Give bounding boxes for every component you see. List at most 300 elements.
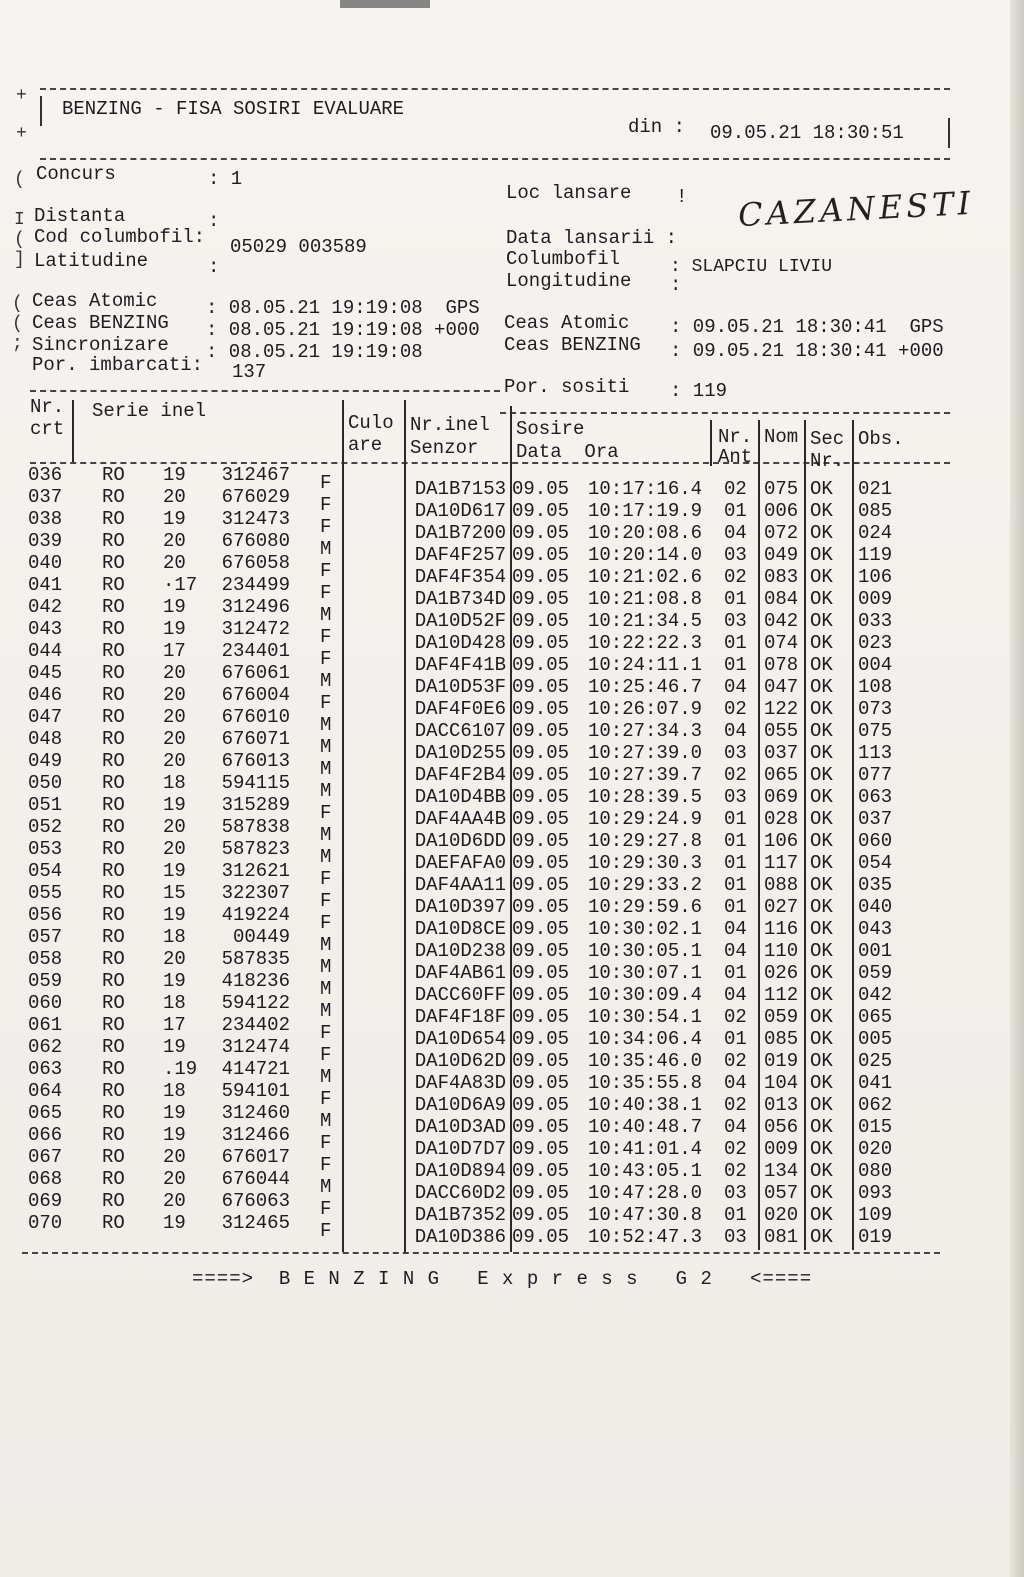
cell-nom: 088 bbox=[764, 874, 799, 896]
cell-sex: M bbox=[320, 670, 332, 692]
cell-sosire-data: 09.05 bbox=[512, 1006, 570, 1028]
cell-sosire-data: 09.05 bbox=[512, 808, 570, 830]
cell-serie-tara: RO bbox=[102, 750, 125, 772]
distanta-value: : bbox=[208, 210, 220, 232]
cell-sec-nr: OK bbox=[810, 962, 833, 984]
cell-obs: 025 bbox=[858, 1050, 893, 1072]
cell-serie-tara: RO bbox=[102, 948, 125, 970]
cell-serie-an: 20 bbox=[163, 706, 186, 728]
cell-sosire-ora: 10:41:01.4 bbox=[588, 1138, 703, 1160]
cell-serie-numar: 418236 bbox=[221, 970, 290, 992]
cell-sex: F bbox=[320, 802, 332, 824]
cell-sex: M bbox=[320, 604, 332, 626]
cell-serie-an: 20 bbox=[163, 1190, 186, 1212]
cell-sosire-data: 09.05 bbox=[512, 544, 570, 566]
cell-serie-tara: RO bbox=[102, 1146, 125, 1168]
por-imbarcati-value: 137 bbox=[232, 361, 267, 383]
cell-sosire-data: 09.05 bbox=[512, 522, 570, 544]
cell-serie-an: 20 bbox=[163, 948, 186, 970]
th-nr-ant-2: Ant bbox=[718, 446, 753, 468]
cell-sec-nr: OK bbox=[810, 874, 833, 896]
cell-nr-ant: 01 bbox=[724, 830, 747, 852]
cell-serie-tara: RO bbox=[102, 662, 125, 684]
cell-obs: 035 bbox=[858, 874, 893, 896]
cell-nom: 042 bbox=[764, 610, 799, 632]
cell-nr-inel-senzor: DACC6107 bbox=[414, 720, 506, 742]
cell-sex: M bbox=[320, 978, 332, 1000]
cell-sosire-data: 09.05 bbox=[512, 478, 570, 500]
cell-serie-an: 19 bbox=[163, 860, 186, 882]
margin-mark: ( bbox=[12, 314, 23, 334]
cell-sex: M bbox=[320, 758, 332, 780]
cell-nr-crt: 055 bbox=[28, 882, 63, 904]
din-label: din : bbox=[628, 116, 686, 138]
cell-sosire-ora: 10:20:14.0 bbox=[588, 544, 703, 566]
cell-sex: F bbox=[320, 1022, 332, 1044]
th-obs: Obs. bbox=[858, 428, 904, 450]
cell-serie-tara: RO bbox=[102, 970, 125, 992]
margin-mark: ( bbox=[14, 170, 25, 190]
cell-serie-numar: 312621 bbox=[221, 860, 290, 882]
sincronizare-value: : 08.05.21 19:19:08 bbox=[206, 341, 423, 363]
cell-sex: M bbox=[320, 714, 332, 736]
cell-sosire-data: 09.05 bbox=[512, 720, 570, 742]
cell-obs: 063 bbox=[858, 786, 893, 808]
cell-obs: 023 bbox=[858, 632, 893, 654]
loc-lansare-label: Loc lansare bbox=[506, 182, 632, 204]
cell-serie-tara: RO bbox=[102, 552, 125, 574]
ceas-atomic-value: : 08.05.21 19:19:08 GPS bbox=[206, 297, 480, 319]
cell-serie-numar: 419224 bbox=[221, 904, 290, 926]
cell-sex: F bbox=[320, 912, 332, 934]
cell-sex: M bbox=[320, 956, 332, 978]
cell-serie-numar: 00449 bbox=[232, 926, 290, 948]
cell-obs: 001 bbox=[858, 940, 893, 962]
cell-obs: 080 bbox=[858, 1160, 893, 1182]
cell-serie-tara: RO bbox=[102, 728, 125, 750]
cell-serie-tara: RO bbox=[102, 574, 125, 596]
cell-nr-inel-senzor: DA1B7153 bbox=[414, 478, 506, 500]
cell-serie-numar: 676029 bbox=[221, 486, 290, 508]
cell-serie-an: 15 bbox=[163, 882, 186, 904]
cell-sec-nr: OK bbox=[810, 632, 833, 654]
cell-sec-nr: OK bbox=[810, 1204, 833, 1226]
cell-serie-numar: 594101 bbox=[221, 1080, 290, 1102]
cell-nr-crt: 061 bbox=[28, 1014, 63, 1036]
margin-mark: + bbox=[16, 86, 27, 106]
cell-sec-nr: OK bbox=[810, 1182, 833, 1204]
scan-artifact bbox=[340, 0, 430, 8]
cell-serie-an: 19 bbox=[163, 1124, 186, 1146]
cell-nr-crt: 050 bbox=[28, 772, 63, 794]
cell-serie-numar: 587823 bbox=[221, 838, 290, 860]
cell-nr-ant: 03 bbox=[724, 1182, 747, 1204]
cell-obs: 060 bbox=[858, 830, 893, 852]
cell-nr-inel-senzor: DAF4F354 bbox=[414, 566, 506, 588]
document-title: BENZING - FISA SOSIRI EVALUARE bbox=[62, 98, 405, 120]
th-are: are bbox=[348, 434, 383, 456]
cell-sec-nr: OK bbox=[810, 1006, 833, 1028]
cell-nr-crt: 037 bbox=[28, 486, 63, 508]
cell-nr-ant: 01 bbox=[724, 852, 747, 874]
cell-sosire-ora: 10:29:27.8 bbox=[588, 830, 703, 852]
cell-nr-inel-senzor: DA10D3AD bbox=[414, 1116, 506, 1138]
cell-nr-inel-senzor: DA10D53F bbox=[414, 676, 506, 698]
cell-nr-ant: 01 bbox=[724, 500, 747, 522]
cell-serie-tara: RO bbox=[102, 706, 125, 728]
cell-sosire-data: 09.05 bbox=[512, 500, 570, 522]
cell-nom: 020 bbox=[764, 1204, 799, 1226]
cell-sosire-data: 09.05 bbox=[512, 1072, 570, 1094]
cell-serie-numar: 676058 bbox=[221, 552, 290, 574]
cell-obs: 075 bbox=[858, 720, 893, 742]
din-value: 09.05.21 18:30:51 bbox=[710, 122, 904, 144]
cell-nom: 026 bbox=[764, 962, 799, 984]
cell-serie-an: 18 bbox=[163, 1080, 186, 1102]
cell-nr-crt: 046 bbox=[28, 684, 63, 706]
cell-sosire-ora: 10:21:34.5 bbox=[588, 610, 703, 632]
latitudine-value: : bbox=[208, 256, 220, 278]
th-sosire: Sosire bbox=[516, 418, 585, 440]
cell-nr-ant: 04 bbox=[724, 1116, 747, 1138]
cell-sec-nr: OK bbox=[810, 1116, 833, 1138]
cell-nr-ant: 03 bbox=[724, 1226, 747, 1248]
margin-mark: ; bbox=[12, 334, 23, 354]
cell-nr-crt: 052 bbox=[28, 816, 63, 838]
cell-nom: 112 bbox=[764, 984, 799, 1006]
cell-nr-inel-senzor: DAF4F41B bbox=[414, 654, 506, 676]
cell-serie-numar: 587838 bbox=[221, 816, 290, 838]
cell-serie-tara: RO bbox=[102, 596, 125, 618]
cell-nr-inel-senzor: DA10D4BB bbox=[414, 786, 506, 808]
cell-nr-inel-senzor: DA10D255 bbox=[414, 742, 506, 764]
cell-nr-inel-senzor: DA10D654 bbox=[414, 1028, 506, 1050]
cell-serie-numar: 676044 bbox=[221, 1168, 290, 1190]
cell-sec-nr: OK bbox=[810, 896, 833, 918]
cell-sec-nr: OK bbox=[810, 786, 833, 808]
cell-serie-an: 20 bbox=[163, 662, 186, 684]
cell-nr-crt: 039 bbox=[28, 530, 63, 552]
cell-sosire-data: 09.05 bbox=[512, 1050, 570, 1072]
r-ceas-benzing-value: : 09.05.21 18:30:41 +000 bbox=[670, 340, 944, 362]
cell-nom: 065 bbox=[764, 764, 799, 786]
cell-sec-nr: OK bbox=[810, 1050, 833, 1072]
cell-sex: F bbox=[320, 626, 332, 648]
cell-nr-inel-senzor: DAF4F257 bbox=[414, 544, 506, 566]
cell-sosire-data: 09.05 bbox=[512, 896, 570, 918]
cell-obs: 020 bbox=[858, 1138, 893, 1160]
th-nr-inel: Nr.inel bbox=[410, 414, 490, 436]
cell-sosire-ora: 10:27:39.7 bbox=[588, 764, 703, 786]
cell-nr-inel-senzor: DA10D8CE bbox=[414, 918, 506, 940]
th-culo: Culo bbox=[348, 412, 394, 434]
cell-sosire-ora: 10:22:22.3 bbox=[588, 632, 703, 654]
cell-nr-ant: 04 bbox=[724, 1072, 747, 1094]
cell-sosire-data: 09.05 bbox=[512, 962, 570, 984]
cell-sosire-ora: 10:26:07.9 bbox=[588, 698, 703, 720]
cell-sex: F bbox=[320, 472, 332, 494]
cell-nr-ant: 01 bbox=[724, 1204, 747, 1226]
cell-serie-an: 17 bbox=[163, 1014, 186, 1036]
cell-nr-ant: 04 bbox=[724, 940, 747, 962]
cell-sec-nr: OK bbox=[810, 984, 833, 1006]
cell-serie-an: 18 bbox=[163, 772, 186, 794]
cell-serie-tara: RO bbox=[102, 1080, 125, 1102]
cell-obs: 085 bbox=[858, 500, 893, 522]
cell-sec-nr: OK bbox=[810, 1028, 833, 1050]
cell-sosire-ora: 10:30:07.1 bbox=[588, 962, 703, 984]
cell-serie-tara: RO bbox=[102, 530, 125, 552]
cell-nr-crt: 068 bbox=[28, 1168, 63, 1190]
cell-serie-tara: RO bbox=[102, 838, 125, 860]
loc-lansare-sep: ! bbox=[676, 186, 688, 208]
cell-sosire-data: 09.05 bbox=[512, 1138, 570, 1160]
r-ceas-benzing-label: Ceas BENZING bbox=[504, 334, 641, 356]
cell-nr-crt: 047 bbox=[28, 706, 63, 728]
cell-sosire-ora: 10:21:08.8 bbox=[588, 588, 703, 610]
cell-sosire-data: 09.05 bbox=[512, 742, 570, 764]
cell-serie-an: 20 bbox=[163, 838, 186, 860]
cell-nr-inel-senzor: DA10D894 bbox=[414, 1160, 506, 1182]
cell-nom: 056 bbox=[764, 1116, 799, 1138]
cell-sec-nr: OK bbox=[810, 720, 833, 742]
cell-sosire-ora: 10:20:08.6 bbox=[588, 522, 703, 544]
table-top-rule-right bbox=[500, 412, 950, 414]
longitudine-label: Longitudine bbox=[506, 270, 632, 292]
cell-sosire-ora: 10:30:02.1 bbox=[588, 918, 703, 940]
cell-sex: M bbox=[320, 824, 332, 846]
cell-serie-numar: 234402 bbox=[221, 1014, 290, 1036]
cell-sex: M bbox=[320, 1066, 332, 1088]
cell-serie-tara: RO bbox=[102, 1058, 125, 1080]
th-nr-ant-1: Nr. bbox=[718, 426, 753, 448]
cell-sex: F bbox=[320, 1220, 332, 1242]
cell-nr-ant: 03 bbox=[724, 786, 747, 808]
cell-nr-crt: 041 bbox=[28, 574, 63, 596]
cell-sec-nr: OK bbox=[810, 588, 833, 610]
cell-sosire-ora: 10:43:05.1 bbox=[588, 1160, 703, 1182]
cell-serie-an: 19 bbox=[163, 508, 186, 530]
cell-nr-ant: 01 bbox=[724, 874, 747, 896]
cell-sosire-data: 09.05 bbox=[512, 1028, 570, 1050]
footer-banner: ====> B E N Z I N G E x p r e s s G 2 <==== bbox=[192, 1268, 813, 1290]
cell-sosire-data: 09.05 bbox=[512, 1204, 570, 1226]
cell-nr-crt: 062 bbox=[28, 1036, 63, 1058]
cell-nr-crt: 070 bbox=[28, 1212, 63, 1234]
cell-nr-crt: 038 bbox=[28, 508, 63, 530]
cell-nom: 047 bbox=[764, 676, 799, 698]
cell-serie-an: 19 bbox=[163, 1212, 186, 1234]
cell-obs: 119 bbox=[858, 544, 893, 566]
cell-obs: 033 bbox=[858, 610, 893, 632]
cell-serie-tara: RO bbox=[102, 508, 125, 530]
cell-serie-tara: RO bbox=[102, 992, 125, 1014]
concurs-label: Concurs bbox=[36, 163, 116, 185]
table-top-rule-left bbox=[30, 390, 500, 392]
cell-nr-crt: 057 bbox=[28, 926, 63, 948]
cell-obs: 077 bbox=[858, 764, 893, 786]
cell-nom: 057 bbox=[764, 1182, 799, 1204]
cell-obs: 019 bbox=[858, 1226, 893, 1248]
cell-sosire-data: 09.05 bbox=[512, 940, 570, 962]
cell-sosire-data: 09.05 bbox=[512, 676, 570, 698]
cell-nr-crt: 056 bbox=[28, 904, 63, 926]
cell-obs: 021 bbox=[858, 478, 893, 500]
cell-nr-crt: 059 bbox=[28, 970, 63, 992]
cell-serie-tara: RO bbox=[102, 640, 125, 662]
margin-mark: + bbox=[16, 124, 27, 144]
cell-sex: F bbox=[320, 1132, 332, 1154]
cell-sosire-data: 09.05 bbox=[512, 786, 570, 808]
cell-sosire-ora: 10:40:38.1 bbox=[588, 1094, 703, 1116]
margin-mark: ( bbox=[14, 230, 25, 250]
cell-sosire-data: 09.05 bbox=[512, 1160, 570, 1182]
cell-serie-an: 17 bbox=[163, 640, 186, 662]
loc-lansare-handwritten: CAZANESTI bbox=[737, 183, 976, 235]
cell-sex: M bbox=[320, 1110, 332, 1132]
cell-nr-crt: 048 bbox=[28, 728, 63, 750]
cell-serie-numar: 676071 bbox=[221, 728, 290, 750]
cell-serie-tara: RO bbox=[102, 1014, 125, 1036]
cell-nr-ant: 04 bbox=[724, 918, 747, 940]
concurs-value: : 1 bbox=[208, 168, 243, 190]
cell-obs: 059 bbox=[858, 962, 893, 984]
cell-serie-numar: 676017 bbox=[221, 1146, 290, 1168]
cell-serie-an: .19 bbox=[163, 1058, 198, 1080]
cell-serie-tara: RO bbox=[102, 816, 125, 838]
cell-sosire-ora: 10:35:46.0 bbox=[588, 1050, 703, 1072]
cell-sex: F bbox=[320, 560, 332, 582]
cell-nr-ant: 04 bbox=[724, 984, 747, 1006]
cell-serie-tara: RO bbox=[102, 1102, 125, 1124]
ceas-benzing-label: Ceas BENZING bbox=[32, 312, 169, 334]
cell-nr-ant: 04 bbox=[724, 676, 747, 698]
r-ceas-atomic-label: Ceas Atomic bbox=[504, 312, 630, 334]
cell-nom: 055 bbox=[764, 720, 799, 742]
cell-nr-ant: 02 bbox=[724, 1050, 747, 1072]
ceas-benzing-value: : 08.05.21 19:19:08 +000 bbox=[206, 319, 480, 341]
cell-sosire-ora: 10:21:02.6 bbox=[588, 566, 703, 588]
cell-serie-numar: 676010 bbox=[221, 706, 290, 728]
distanta-label: Distanta bbox=[34, 205, 126, 227]
cell-obs: 054 bbox=[858, 852, 893, 874]
cell-nom: 037 bbox=[764, 742, 799, 764]
cell-sosire-ora: 10:29:59.6 bbox=[588, 896, 703, 918]
cell-nr-crt: 065 bbox=[28, 1102, 63, 1124]
cell-serie-an: 19 bbox=[163, 1036, 186, 1058]
cell-serie-numar: 312465 bbox=[221, 1212, 290, 1234]
cell-nr-ant: 02 bbox=[724, 698, 747, 720]
cell-nr-inel-senzor: DA10D397 bbox=[414, 896, 506, 918]
th-crt: crt bbox=[30, 418, 65, 440]
cod-columbofil-label: Cod columbofil: bbox=[34, 226, 206, 248]
cell-obs: 065 bbox=[858, 1006, 893, 1028]
cell-nr-inel-senzor: DA10D62D bbox=[414, 1050, 506, 1072]
cell-sex: M bbox=[320, 736, 332, 758]
cell-nom: 013 bbox=[764, 1094, 799, 1116]
th-sec-1: Sec bbox=[810, 428, 845, 450]
cell-obs: 005 bbox=[858, 1028, 893, 1050]
cell-nom: 027 bbox=[764, 896, 799, 918]
cell-nr-crt: 049 bbox=[28, 750, 63, 772]
cell-sec-nr: OK bbox=[810, 478, 833, 500]
cell-serie-numar: 676063 bbox=[221, 1190, 290, 1212]
cell-obs: 093 bbox=[858, 1182, 893, 1204]
cell-sosire-data: 09.05 bbox=[512, 1116, 570, 1138]
cell-sec-nr: OK bbox=[810, 500, 833, 522]
cell-nom: 049 bbox=[764, 544, 799, 566]
cell-nom: 085 bbox=[764, 1028, 799, 1050]
cell-nom: 019 bbox=[764, 1050, 799, 1072]
cell-nr-crt: 053 bbox=[28, 838, 63, 860]
cell-serie-numar: 676061 bbox=[221, 662, 290, 684]
cell-nom: 069 bbox=[764, 786, 799, 808]
cell-nr-ant: 01 bbox=[724, 962, 747, 984]
cell-sex: F bbox=[320, 890, 332, 912]
cell-obs: 109 bbox=[858, 1204, 893, 1226]
cell-sosire-ora: 10:29:24.9 bbox=[588, 808, 703, 830]
cell-sec-nr: OK bbox=[810, 676, 833, 698]
cell-nr-ant: 02 bbox=[724, 1094, 747, 1116]
cell-obs: 043 bbox=[858, 918, 893, 940]
cell-sec-nr: OK bbox=[810, 654, 833, 676]
cell-nr-inel-senzor: DA10D386 bbox=[414, 1226, 506, 1248]
cell-sosire-ora: 10:30:54.1 bbox=[588, 1006, 703, 1028]
cell-sex: F bbox=[320, 648, 332, 670]
cell-sosire-ora: 10:17:16.4 bbox=[588, 478, 703, 500]
cell-nr-inel-senzor: DAF4AB61 bbox=[414, 962, 506, 984]
cell-sosire-data: 09.05 bbox=[512, 830, 570, 852]
cell-sosire-ora: 10:47:30.8 bbox=[588, 1204, 703, 1226]
cell-sosire-ora: 10:28:39.5 bbox=[588, 786, 703, 808]
cell-serie-numar: 234401 bbox=[221, 640, 290, 662]
cell-sex: F bbox=[320, 1044, 332, 1066]
cell-serie-an: 20 bbox=[163, 552, 186, 574]
cell-nr-ant: 01 bbox=[724, 1028, 747, 1050]
cell-serie-tara: RO bbox=[102, 1124, 125, 1146]
cell-nr-ant: 02 bbox=[724, 478, 747, 500]
cell-sex: M bbox=[320, 846, 332, 868]
cell-nom: 084 bbox=[764, 588, 799, 610]
cell-sec-nr: OK bbox=[810, 1226, 833, 1248]
cell-obs: 042 bbox=[858, 984, 893, 1006]
cell-nr-crt: 054 bbox=[28, 860, 63, 882]
cell-nr-inel-senzor: DA10D52F bbox=[414, 610, 506, 632]
cell-sosire-data: 09.05 bbox=[512, 984, 570, 1006]
cell-sosire-data: 09.05 bbox=[512, 852, 570, 874]
cell-nr-ant: 03 bbox=[724, 610, 747, 632]
table-bottom-rule bbox=[22, 1252, 940, 1254]
cell-nom: 083 bbox=[764, 566, 799, 588]
cell-serie-tara: RO bbox=[102, 794, 125, 816]
cell-sosire-data: 09.05 bbox=[512, 1226, 570, 1248]
cell-serie-an: 18 bbox=[163, 992, 186, 1014]
col-line-nrant-head bbox=[710, 420, 712, 466]
cell-nom: 117 bbox=[764, 852, 799, 874]
cell-serie-an: ·17 bbox=[163, 574, 198, 596]
cell-sosire-data: 09.05 bbox=[512, 874, 570, 896]
cell-obs: 062 bbox=[858, 1094, 893, 1116]
header-bar-right bbox=[948, 118, 950, 148]
cell-nr-crt: 066 bbox=[28, 1124, 63, 1146]
cell-serie-numar: 414721 bbox=[221, 1058, 290, 1080]
cell-sosire-ora: 10:40:48.7 bbox=[588, 1116, 703, 1138]
cell-sosire-ora: 10:25:46.7 bbox=[588, 676, 703, 698]
margin-mark: ( bbox=[12, 294, 23, 314]
th-data-ora: Data Ora bbox=[516, 441, 619, 463]
cell-sec-nr: OK bbox=[810, 544, 833, 566]
cell-sex: F bbox=[320, 868, 332, 890]
